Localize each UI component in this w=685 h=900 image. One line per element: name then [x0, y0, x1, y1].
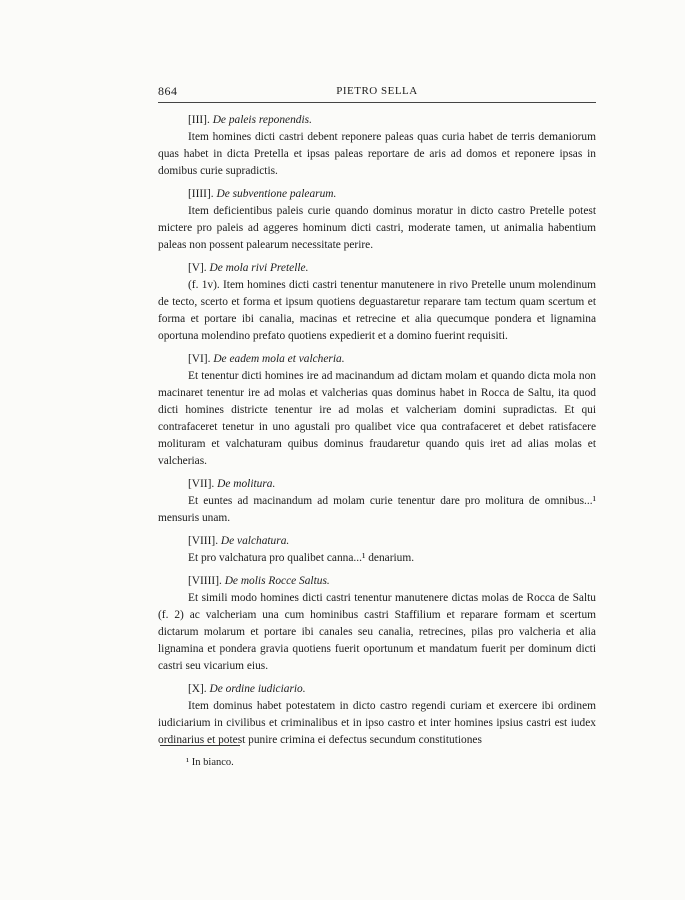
section-number: [V].: [188, 262, 207, 274]
footnote: [186, 757, 234, 768]
footnote-marker: ¹: [186, 757, 190, 768]
section-heading: [158, 573, 596, 590]
section-heading: [158, 681, 596, 698]
page-header: [158, 84, 596, 102]
section-v: [158, 260, 596, 345]
section-heading: [158, 186, 596, 203]
section-text: Item deficientibus paleis curie quando dominus moratur in dicto castro Pretelle potest mictere pro paleis ad aggeres hominum dicti castri, moderate tamen, ut animalia habentium paleas non possent palearum necessitate perire.: [158, 205, 596, 251]
section-text: Et tenentur dicti homines ire ad macinandum ad dictam molam et quando dicta mola non macinaret tenentur ire ad molas et valcherias quas dominus habet in Rocca de Saltu, ita quod dicti homines districte tenentur ire ad molas et valcheriam domini supradictas. Et qui contrafaceret tenetur in uno agustali pro qualibet vice qua contrafaceret et debet ratisfacere molituram et valchaturam quibus dominus fraudaretur quando quis iret ad alias molas et valcherias.: [158, 370, 596, 467]
document-body: [158, 112, 596, 755]
section-iii: [158, 112, 596, 180]
section-title: De mola rivi Pretelle.: [209, 262, 309, 274]
header-rule: [158, 102, 596, 103]
section-title: De subventione palearum.: [216, 188, 337, 200]
page-number: 864: [158, 84, 178, 98]
section-text: Et pro valchatura pro qualibet canna...¹ denarium.: [188, 552, 415, 564]
section-iiii: [158, 186, 596, 254]
section-title: De molitura.: [217, 478, 276, 490]
section-number: [III].: [188, 114, 210, 126]
section-heading: [158, 351, 596, 368]
section-text: Item dominus habet potestatem in dicto castro regendi curiam et exercere ibi ordinem iudiciarium in civilibus et criminalibus et in ipso castro et inter homines ipsius castri est iudex ordinarius et potest punire crimina ei defectus secundum constitutiones: [158, 700, 596, 746]
section-vi: [158, 351, 596, 470]
section-heading: [158, 533, 596, 550]
section-text: (f. 1v). Item homines dicti castri tenentur manutenere in rivo Pretelle unum molendinum de tecto, scerto et forma et ipsum quotiens deguastaretur reparare tam tectum quam scertum et forma et portare ibi canalia, macinas et retrecine et alia quecumque pondera et lignamina oportuna molendino prefato quotiens expedierit et a domino fuerint requisiti.: [158, 279, 596, 342]
section-number: [VI].: [188, 353, 211, 365]
section-x: [158, 681, 596, 749]
running-title: PIETRO SELLA: [336, 85, 418, 97]
section-number: [VII].: [188, 478, 215, 490]
section-heading: [158, 260, 596, 277]
section-text: Et euntes ad macinandum ad molam curie tenentur dare pro molitura de omnibus...¹ mensuris unam.: [158, 495, 596, 524]
section-title: De eadem mola et valcheria.: [213, 353, 345, 365]
section-text: Et simili modo homines dicti castri tenentur manutenere dictas molas de Rocca de Saltu (f. 2) ac valcheriam una cum hominibus castri Staffilium et reparare formam et scertum dictarum molarum et portare ibi canales seu canalia, retrecines, pilas pro valcheria et alia lignamina et pondera gravia quotiens fuerit oportunum et mandatum fuerit per dominum dicti castri seu vicarium eius.: [158, 592, 596, 672]
section-vii: [158, 476, 596, 527]
footnote-rule: [160, 745, 240, 746]
section-heading: [158, 112, 596, 129]
section-title: De paleis reponendis.: [212, 114, 312, 126]
section-viii: [158, 533, 596, 567]
section-number: [VIIII].: [188, 575, 222, 587]
section-number: [X].: [188, 683, 207, 695]
section-number: [VIII].: [188, 535, 219, 547]
section-number: [IIII].: [188, 188, 214, 200]
section-title: De valchatura.: [220, 535, 290, 547]
section-title: De ordine iudiciario.: [209, 683, 306, 695]
section-heading: [158, 476, 596, 493]
footnote-text: In bianco.: [191, 757, 234, 768]
section-text: Item homines dicti castri debent reponere paleas quas curia habet de terris demaniorum quas habet in dicta Pretella et ipsas paleas reportare de aris ad domos et reponere ipsas in domibus curie supradictis.: [158, 131, 596, 177]
section-viiii: [158, 573, 596, 675]
section-title: De molis Rocce Saltus.: [224, 575, 330, 587]
